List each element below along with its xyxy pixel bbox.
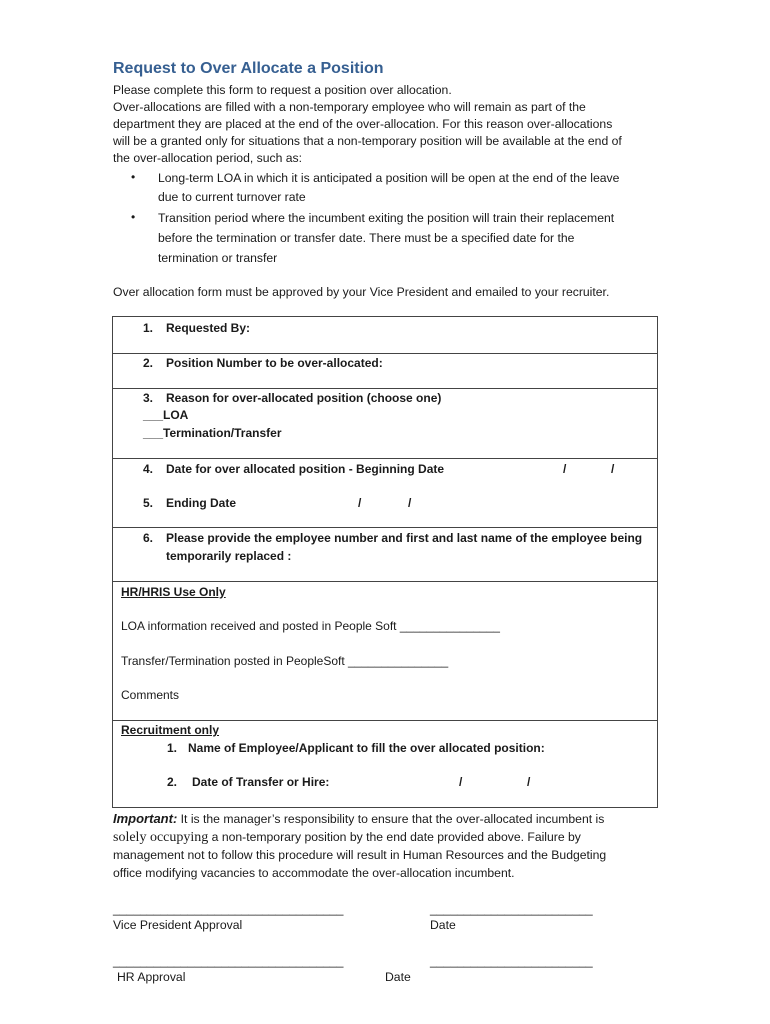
item-number: 2. (143, 356, 154, 370)
item-number: 1. (167, 741, 178, 755)
bullet-1-line-2: due to current turnover rate (158, 190, 306, 204)
date-separator: / (563, 462, 567, 476)
item-number: 2. (167, 775, 178, 789)
hr-loa-posted: LOA information received and posted in People Soft _______________ (121, 619, 500, 633)
important-line-2 (113, 828, 581, 847)
item-number: 4. (143, 462, 154, 476)
bullet-2-line-1: Transition period where the incumbent exiting the position will train their replacement (158, 211, 615, 225)
employee-applicant-label: Name of Employee/Applicant to fill the over allocated position: (188, 741, 545, 755)
important-serif-text: solely occupying (113, 830, 209, 845)
bullet-2-line-2: before the termination or transfer date. There must be a specified date for the (158, 231, 575, 245)
important-text: a non-temporary position by the end date provided above. Failure by (208, 830, 581, 844)
intro-line-2: Over-allocations are filled with a non-temporary employee who will remain as part of the (113, 100, 586, 114)
divider (113, 388, 657, 389)
hr-approval-label: HR Approval (117, 970, 186, 984)
request-form (112, 316, 658, 808)
date-separator: / (358, 496, 362, 510)
important-line-1 (113, 810, 604, 828)
item-number: 1. (143, 321, 154, 335)
termination-transfer-option[interactable]: ___Termination/Transfer (143, 426, 282, 440)
intro-line-5: the over-allocation period, such as: (113, 151, 303, 165)
date-separator: / (408, 496, 412, 510)
hr-signature-line[interactable]: __________________________________ (113, 954, 344, 968)
date-separator: / (459, 775, 463, 789)
item-number: 5. (143, 496, 154, 510)
divider (113, 353, 657, 354)
hr-comments: Comments (121, 688, 180, 702)
hr-date-line[interactable]: ________________________ (430, 954, 593, 968)
recruitment-section-header: Recruitment only (121, 723, 220, 737)
bullet-icon: • (131, 170, 136, 184)
divider (113, 527, 657, 528)
employee-replaced-label: Please provide the employee number and first and last name of the employee being (166, 531, 643, 545)
item-number: 3. (143, 391, 154, 405)
divider (113, 720, 657, 721)
vp-approval-label: Vice President Approval (113, 918, 243, 932)
bullet-2-line-3: termination or transfer (158, 251, 278, 265)
divider (113, 458, 657, 459)
ending-date-label: Ending Date (166, 496, 237, 510)
beginning-date-label: Date for over allocated position - Beginning Date (166, 462, 445, 476)
bullet-1-line-1: Long-term LOA in which it is anticipated a position will be open at the end of the leave (158, 171, 620, 185)
position-number-field[interactable]: Position Number to be over-allocated: (166, 356, 383, 370)
date-separator: / (611, 462, 615, 476)
employee-replaced-label-cont: temporarily replaced : (166, 549, 292, 563)
requested-by-field[interactable]: Requested By: (166, 321, 251, 335)
important-label: Important: (113, 811, 178, 826)
page-title: Request to Over Allocate a Position (113, 60, 384, 77)
date-label: Date (385, 970, 411, 984)
intro-line-1: Please complete this form to request a position over allocation. (113, 83, 452, 97)
bullet-icon: • (131, 210, 136, 224)
important-line-4: office modifying vacancies to accommodate the over-allocation incumbent. (113, 866, 515, 880)
item-number: 6. (143, 531, 154, 545)
loa-option[interactable]: ___LOA (143, 408, 189, 422)
intro-line-3: department they are placed at the end of the over-allocation. For this reason over-allocations (113, 117, 613, 131)
hr-transfer-posted: Transfer/Termination posted in PeopleSoft _______________ (121, 654, 449, 668)
date-separator: / (527, 775, 531, 789)
divider (113, 581, 657, 582)
important-line-3: management not to follow this procedure will result in Human Resources and the Budgeting (113, 848, 607, 862)
vp-signature-line[interactable]: __________________________________ (113, 902, 344, 916)
date-label: Date (430, 918, 456, 932)
transfer-hire-date-label: Date of Transfer or Hire: (192, 775, 330, 789)
intro-line-4: will be a granted only for situations that a non-temporary position will be available at the end of (113, 134, 622, 148)
hr-section-header: HR/HRIS Use Only (121, 585, 226, 599)
reason-label: Reason for over-allocated position (choose one) (166, 391, 442, 405)
approval-note: Over allocation form must be approved by your Vice President and emailed to your recruiter. (113, 285, 610, 299)
vp-date-line[interactable]: ________________________ (430, 902, 593, 916)
important-text: It is the manager’s responsibility to ensure that the over-allocated incumbent is (177, 812, 605, 826)
